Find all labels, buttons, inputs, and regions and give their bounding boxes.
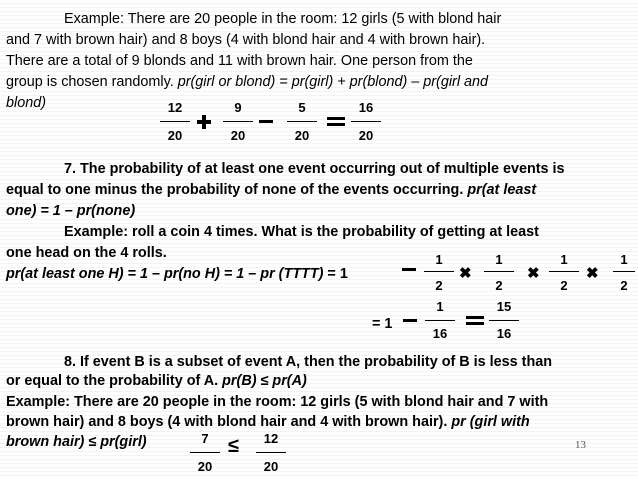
plus-icon [197,115,211,129]
frac-5-bar [424,271,454,272]
frac-2-bar [223,121,253,122]
minus-icon-3 [403,319,417,322]
equals-icon-2 [466,316,484,325]
example-3-text: brown hair) and 8 boys (4 with blond hair and 4 with brown hair). [6,414,452,430]
example-1-line-1: Example: There are 20 people in the room: 12 girls (5 with blond hair [64,11,502,27]
example-2-eq: = 1 [323,266,348,282]
times-icon-1: ✖ [459,265,472,282]
frac-9-den: 16 [432,326,448,341]
frac-10-bar [489,320,519,321]
frac-6-num: 1 [495,252,503,267]
example-2-formula: pr(at least one H) = 1 – pr(no H) = 1 – pr (TTTT) [6,266,324,282]
frac-10-den: 16 [496,326,512,341]
example-2-line-3 [6,266,348,283]
frac-5-den: 2 [435,278,443,293]
rule-8-line-2 [6,373,307,390]
example-3-formula-a: pr (girl with [451,414,530,430]
rule-7-line-3: one) = 1 – pr(none) [6,203,136,219]
example-3-line-2 [6,414,530,431]
eq-one-label: = 1 [372,316,393,332]
frac-3-num: 5 [298,100,306,115]
frac-7-den: 2 [560,278,568,293]
rule-8-text: or equal to the probability of A. [6,373,223,389]
frac-3-bar [287,121,317,122]
frac-2-num: 9 [234,100,242,115]
frac-8-den: 2 [620,278,628,293]
minus-icon [259,120,273,123]
frac-7-bar [549,271,579,272]
rule-8-line-1: 8. If event B is a subset of event A, then the probability of B is less than [64,354,553,370]
frac-11-den: 20 [197,459,213,474]
frac-5-num: 1 [435,252,443,267]
frac-8-num: 1 [620,252,628,267]
frac-12-den: 20 [263,459,279,474]
frac-11-num: 7 [201,431,209,446]
example-3-line-3: brown hair) ≤ pr(girl) [6,434,147,450]
rule-7-line-2 [6,182,536,199]
frac-6-den: 2 [495,278,503,293]
times-icon-2: ✖ [527,265,540,282]
example-2-line-1: Example: roll a coin 4 times. What is the probability of getting at least [64,224,539,240]
rule-8-formula: pr(B) ≤ pr(A) [222,373,307,389]
example-1-line-4 [6,74,488,91]
frac-7-num: 1 [560,252,568,267]
example-2-line-2: one head on the 4 rolls. [6,245,167,261]
equals-icon [327,117,345,126]
example-1-text: group is chosen randomly. [6,74,178,90]
frac-8-bar [613,271,635,272]
frac-4-den: 20 [358,128,374,143]
frac-9-bar [425,320,455,321]
example-1-line-5: blond) [6,95,47,111]
example-3-line-1: Example: There are 20 people in the room: 12 girls (5 with blond hair and 7 with [6,394,549,410]
frac-1-den: 20 [167,128,183,143]
frac-10-num: 15 [496,299,512,314]
frac-12-num: 12 [263,431,279,446]
less-equal-icon: ≤ [228,435,239,457]
frac-1-num: 12 [167,100,183,115]
example-1-formula: pr(girl or blond) = pr(girl) + pr(blond) – pr(girl and [177,74,489,90]
example-1-line-3: There are a total of 9 blonds and 11 with brown hair. One person from the [6,53,473,69]
frac-11-bar [190,452,220,453]
example-1-line-2: and 7 with brown hair) and 8 boys (4 with blond hair and 4 with brown hair). [6,32,486,48]
frac-12-bar [256,452,286,453]
minus-icon-2 [402,268,416,271]
frac-4-num: 16 [358,100,374,115]
rule-7-line-1: 7. The probability of at least one event occurring out of multiple events is [64,161,565,177]
times-icon-3: ✖ [586,265,599,282]
page-number: 13 [575,439,586,451]
frac-6-bar [484,271,514,272]
rule-7-text: equal to one minus the probability of none of the events occurring. [6,182,468,198]
frac-3-den: 20 [294,128,310,143]
frac-2-den: 20 [230,128,246,143]
frac-4-bar [351,121,381,122]
frac-1-bar [160,121,190,122]
rule-7-formula-a: pr(at least [467,182,537,198]
frac-9-num: 1 [436,299,444,314]
